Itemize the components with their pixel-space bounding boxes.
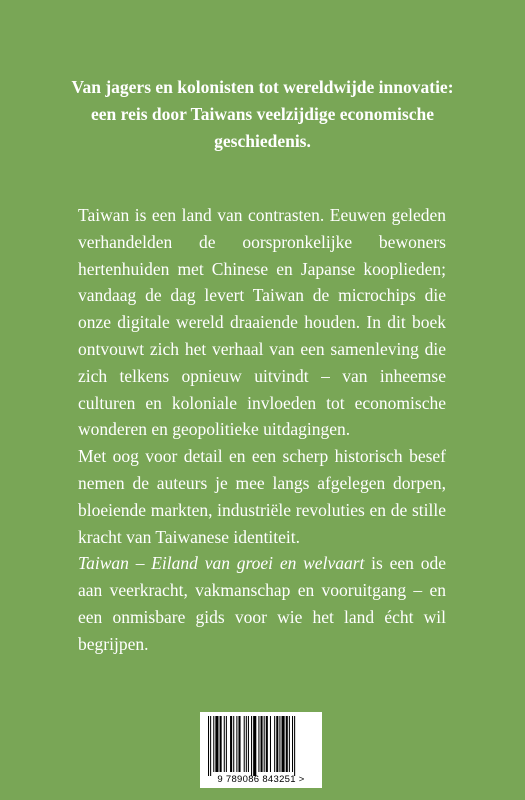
barcode-bar — [258, 716, 259, 772]
barcode-bar — [208, 716, 209, 776]
barcode-bar — [224, 716, 225, 772]
back-cover-description — [78, 202, 446, 658]
barcode-bar — [274, 716, 275, 772]
barcode-bar — [230, 716, 232, 772]
barcode-bar — [210, 716, 211, 776]
barcode-bar — [276, 716, 278, 772]
description-paragraph-3-text: is een ode aan veerkracht, vakmanschap en vooruitgang – en een onmisbare gids voor wie het land écht wil begrijpen. — [78, 553, 446, 654]
barcode-bars — [200, 712, 322, 776]
barcode-bar — [244, 716, 245, 772]
book-title: Taiwan – Eiland van groei en welvaart — [78, 553, 365, 574]
barcode-bar — [226, 716, 227, 772]
isbn-number: 9 789086 843251 > — [217, 774, 305, 785]
barcode-bar — [282, 716, 285, 772]
barcode-bar — [286, 716, 288, 772]
barcode-bar — [270, 716, 271, 772]
barcode-bar — [246, 716, 247, 772]
barcode-bar — [220, 716, 222, 772]
barcode-bar — [233, 716, 234, 772]
barcode-bar — [251, 716, 252, 776]
barcode-bar — [264, 716, 265, 772]
barcode-bar — [294, 716, 295, 776]
description-paragraph-2: Met oog voor detail en een scherp historisch besef nemen de auteurs je mee langs afgelegen dorpen, bloeiende markten, industriële revoluties en de stille kracht van Taiwanese identiteit. — [78, 446, 446, 547]
barcode-bar — [292, 716, 293, 772]
barcode-bar — [289, 716, 290, 772]
description-paragraph-3 — [78, 550, 446, 657]
barcode-bar — [266, 716, 268, 772]
barcode-bar — [236, 716, 237, 772]
barcode-bar — [279, 716, 280, 772]
barcode-bar — [213, 716, 214, 772]
barcode-bar — [238, 716, 240, 772]
isbn-barcode — [200, 712, 322, 788]
barcode-bar — [253, 716, 256, 776]
barcode-bar — [248, 716, 249, 772]
barcode-bar — [215, 716, 218, 772]
barcode-bar — [261, 716, 263, 772]
description-paragraph-1: Taiwan is een land van contrasten. Eeuwen geleden verhandelden de oorspronkelijke bewoners hertenhuiden met Chinese en Japanse kooplieden; vandaag de dag levert Taiwan de microchips die onze digitale wereld draaiende houden. In dit boek ontvouwt zich het verhaal van een samenleving die zich telkens opnieuw uitvindt – van inheemse culturen en koloniale invloeden tot economische wonderen en geopolitieke uitdagingen. — [78, 205, 446, 440]
back-cover-tagline: Van jagers en kolonisten tot wereldwijde innovatie: een reis door Taiwans veelzijdige economische geschiedenis. — [71, 77, 454, 151]
